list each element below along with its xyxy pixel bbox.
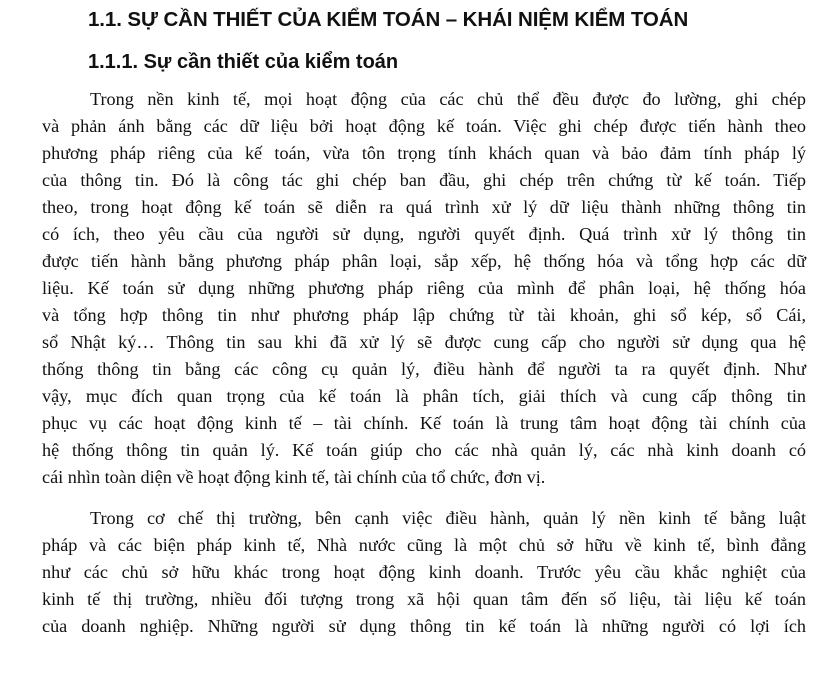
text-line: cái nhìn toàn diện về hoạt động kinh tế, tài chính của tổ chức, đơn vị. [42, 467, 546, 487]
text-line: của thông tin. Đó là công tác ghi chép ban đầu, ghi chép trên chứng từ kế toán. Tiếp [42, 170, 806, 190]
text-line: liệu. Kế toán sử dụng những phương pháp riêng của mình để phân loại, hệ thống hóa [42, 278, 806, 298]
subsection-heading: 1.1.1. Sự cần thiết của kiểm toán [88, 51, 399, 73]
text-line: hệ thống thông tin quản lý. Kế toán giúp cho các nhà quản lý, các nhà kinh doanh có [42, 440, 806, 460]
text-line: như các chủ sở hữu khác trong hoạt động kinh doanh. Trước yêu cầu khắc nghiệt của [42, 562, 806, 582]
text-line: kinh tế thị trường, nhiều đối tượng trong xã hội quan tâm đến số liệu, tài liệu kế toán [42, 589, 806, 609]
text-line: Trong nền kinh tế, mọi hoạt động của các chủ thể đều được đo lường, ghi chép [90, 89, 806, 109]
text-line: sổ Nhật ký… Thông tin sau khi đã xử lý sẽ được cung cấp cho người sử dụng qua hệ [42, 332, 806, 352]
text-line: theo, trong hoạt động kế toán sẽ diễn ra quá trình xử lý dữ liệu thành những thông tin [42, 197, 806, 217]
text-line: pháp và các biện pháp kinh tế, Nhà nước cũng là một chủ sở hữu về kinh tế, bình đẳng [42, 535, 806, 555]
text-line: thống thông tin bằng các công cụ quản lý, điều hành để người ta ra quyết định. Như [42, 359, 806, 379]
text-line: và phản ánh bằng các dữ liệu bởi hoạt động kế toán. Việc ghi chép được tiến hành theo [42, 116, 806, 136]
text-line: phương pháp riêng của kế toán, vừa tôn trọng tính khách quan và bảo đảm tính pháp lý [42, 143, 806, 163]
text-line: và tổng hợp thông tin như phương pháp lập chứng từ tài khoản, ghi sổ kép, sổ Cái, [42, 305, 806, 325]
paragraph-1 [42, 86, 806, 491]
text-line: phục vụ các hoạt động kinh tế – tài chính. Kế toán là trung tâm hoạt động tài chính của [42, 413, 806, 433]
text-line: của doanh nghiệp. Những người sử dụng thông tin kế toán là những người có lợi ích [42, 616, 806, 636]
text-line: được tiến hành bằng phương pháp phân loại, sắp xếp, hệ thống hóa và tổng hợp các dữ [42, 251, 806, 271]
text-line: Trong cơ chế thị trường, bên cạnh việc điều hành, quản lý nền kinh tế bằng luật [90, 508, 806, 528]
section-heading: 1.1. SỰ CẦN THIẾT CỦA KIỂM TOÁN – KHÁI NIỆM KIỂM TOÁN [88, 8, 689, 31]
text-line: có ích, theo yêu cầu của người sử dụng, người quyết định. Quá trình xử lý thông tin [42, 224, 806, 244]
text-line: vậy, mục đích quan trọng của kế toán là phân tích, giải thích và cung cấp thông tin [42, 386, 806, 406]
paragraph-2 [42, 505, 806, 640]
